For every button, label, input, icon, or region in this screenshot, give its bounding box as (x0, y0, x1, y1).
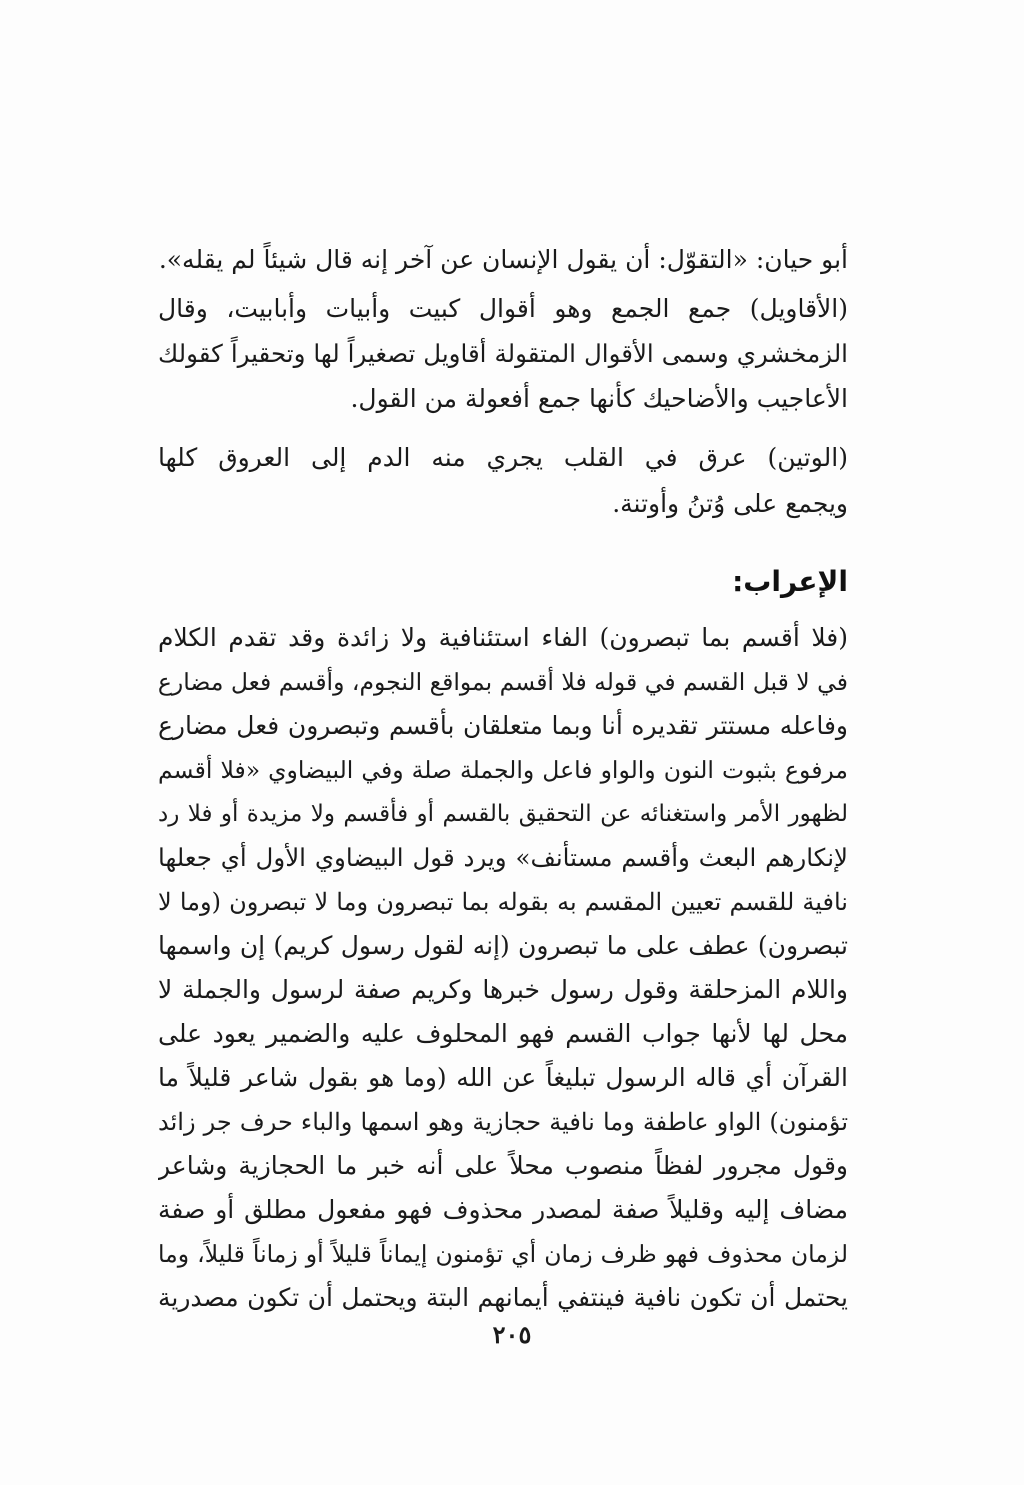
text-line: (الوتين) عرق في القلب يجري منه الدم إلى العروق كلها (158, 443, 848, 472)
text-line: لإنكارهم البعث وأقسم مستأنف» ويرد قول البيضاوي الأول أي جعلها (158, 843, 848, 872)
text-line: تؤمنون) الواو عاطفة وما نافية حجازية وهو اسمها والباء حرف جر زائد (158, 1108, 848, 1136)
text-line: الزمخشري وسمى الأقوال المتقولة أقاويل تصغيراً لها وتحقيراً كقولك (158, 339, 848, 368)
text-line: وقول مجرور لفظاً منصوب محلاً على أنه خبر ما الحجازية وشاعر (158, 1151, 848, 1180)
text-line: وفاعله مستتر تقديره أنا وبما متعلقان بأقسم وتبصرون فعل مضارع (158, 711, 848, 740)
text-line: يحتمل أن تكون نافية فينتفي أيمانهم البتة ويحتمل أن تكون مصدرية (158, 1283, 848, 1312)
text-line: تبصرون) عطف على ما تبصرون (إنه لقول رسول كريم) إن واسمها (158, 931, 848, 960)
page-number: ٢٠٥ (492, 1320, 532, 1349)
text-line: القرآن أي قاله الرسول تبليغاً عن الله (وما هو بقول شاعر قليلاً ما (158, 1063, 848, 1092)
text-line: لظهور الأمر واستغنائه عن التحقيق بالقسم أو فأقسم ولا مزيدة أو فلا رد (158, 801, 848, 827)
text-line: في لا قبل القسم في قوله فلا أقسم بمواقع النجوم، وأقسم فعل مضارع (158, 668, 848, 696)
text-line: (فلا أقسم بما تبصرون) الفاء استئنافية ولا زائدة وقد تقدم الكلام (158, 623, 848, 652)
text-line: ويجمع على وُتنُ وأوتنة. (612, 489, 848, 518)
text-line: واللام المزحلقة وقول رسول خبرها وكريم صفة لرسول والجملة لا (158, 975, 848, 1004)
text-line: مضاف إليه وقليلاً صفة لمصدر محذوف فهو مفعول مطلق أو صفة (158, 1195, 848, 1224)
text-line: الأعاجيب والأضاحيك كأنها جمع أفعولة من القول. (350, 384, 848, 413)
text-line: أبو حيان: «التقوّل: أن يقول الإنسان عن آخر إنه قال شيئاً لم يقله». (158, 245, 848, 274)
text-line: نافية للقسم تعيين المقسم به بقوله بما تبصرون وما لا تبصرون (وما لا (158, 888, 848, 916)
text-line: مرفوع بثبوت النون والواو فاعل والجملة صلة وفي البيضاوي «فلا أقسم (158, 756, 848, 784)
text-line: لزمان محذوف فهو ظرف زمان أي تؤمنون إيماناً قليلاً أو زماناً قليلاً، وما (158, 1240, 848, 1268)
text-line: محل لها لأنها جواب القسم فهو المحلوف عليه والضمير يعود على (158, 1019, 848, 1048)
text-line: (الأقاويل) جمع الجمع وهو أقوال كبيت وأبيات وأبابيت، وقال (158, 294, 848, 323)
section-heading: الإعراب: (732, 565, 848, 598)
